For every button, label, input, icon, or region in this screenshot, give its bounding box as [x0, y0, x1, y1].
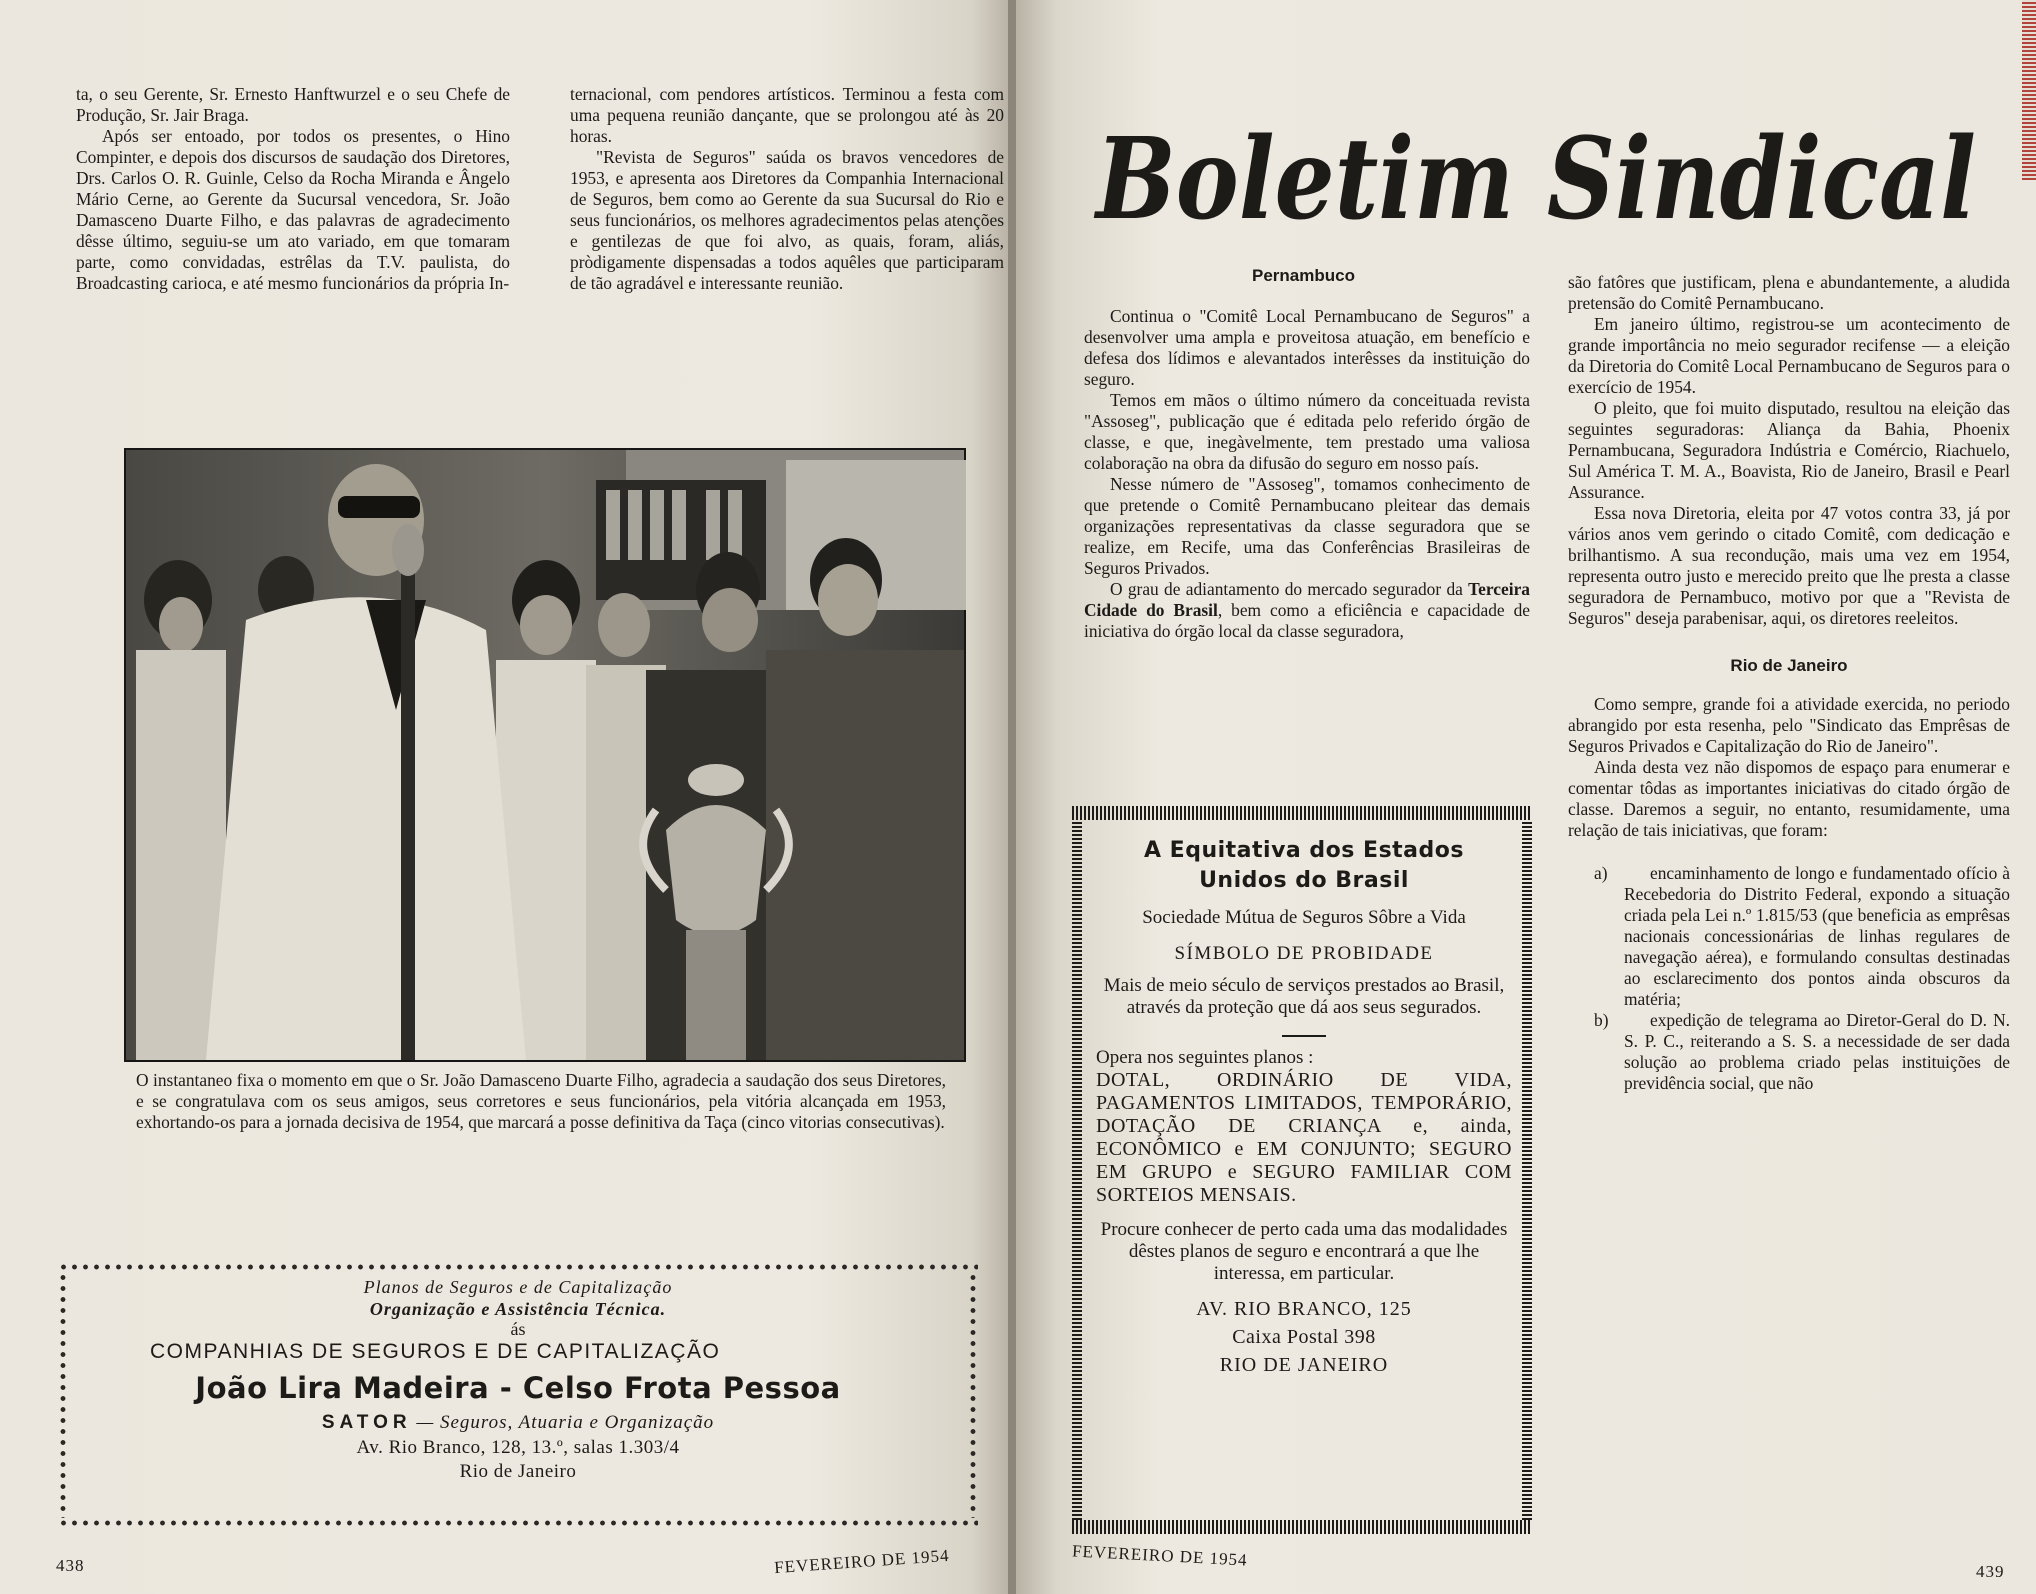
paragraph: ternacional, com pendores artísticos. Terminou a festa com uma pequena reunião dançante, que se prolongou até às 20 horas. [570, 84, 1004, 146]
ad-procure: Procure conhecer de perto cada uma das modalidades dêstes planos de seguro e encontrará a que lhe interessa, em particular. [1100, 1219, 1508, 1284]
ad-address: AV. RIO BRANCO, 125 [1196, 1298, 1412, 1320]
paragraph: Nesse número de "Assoseg", tomamos conhecimento de que pretende o Comitê Pernambucano pleitear das demais organizações representativas da classe seguradora que se realize, em Recife, uma das Conferências Brasileiras de Seguros Privados. [1084, 474, 1530, 578]
ad-border-bottom [58, 1518, 978, 1528]
ad-as: ás [510, 1319, 526, 1339]
folio-date-right: FEVEREIRO DE 1954 [1071, 1541, 1249, 1570]
ad-opera: Opera nos seguintes planos : [1096, 1047, 1314, 1068]
ad-content [78, 1276, 958, 1484]
ad-border-bottom [1072, 1520, 1532, 1534]
ad-sator-line [78, 1410, 958, 1436]
ad-sator-name: SATOR [321, 1412, 412, 1433]
ad-planos: Planos de Seguros e de Capitalização [363, 1277, 673, 1297]
list-item [1568, 1010, 2010, 1094]
ad-simbolo: SÍMBOLO DE PROBIDADE [1174, 943, 1434, 964]
paragraph [1084, 579, 1530, 642]
ad-border-right [968, 1272, 978, 1518]
photo-caption: O instantaneo fixa o momento em que o Sr. João Damasceno Duarte Filho, agradecia a saudação dos seus Diretores, e se congratulava com os seus amigos, seus corretores e seus funcionários, pela vitória alcançada em 1953, exhortando-os para a jornada decisiva de 1954, que marcará a posse definitiva da Taça (cinco vitorias consecutivas). [136, 1070, 946, 1132]
list-item [1568, 863, 2010, 1010]
page-edge-stack [2022, 0, 2036, 180]
equitativa-advertisement [1072, 806, 1532, 1534]
bold-phrase: Terceira Cidade do Brasil [1084, 579, 1530, 620]
right-column-1 [1084, 306, 1530, 642]
paragraph: são fatôres que justificam, plena e abundantemente, a aludida pretensão do Comitê Pernambucano. [1568, 272, 2010, 313]
ad-border-top [1072, 806, 1532, 820]
ad-organizacao: Organização e Assistência Técnica. [369, 1299, 667, 1319]
list-text: expedição de telegrama ao Diretor-Geral do D. N. S. P. C., reiterando a S. S. a necessidade de ser dada solução ao problema criado pelas instituições de previdência social, que não [1624, 1010, 2010, 1093]
ad-border-left [58, 1272, 68, 1518]
svg-text:Boletim Sindical: Boletim Sindical [1093, 114, 1976, 245]
right-column-2 [1568, 272, 2010, 1094]
ad-caixa: Caixa Postal 398 [1232, 1326, 1376, 1348]
list-label: a) [1594, 863, 1608, 883]
paragraph: Em janeiro último, registrou-se um acontecimento de grande importância no meio segurador recifense — a eleição da Diretoria do Comitê Local Pernambucano de Seguros para o exercício de 1954. [1568, 314, 2010, 397]
list-text: encaminhamento de longo e fundamentado ofício à Recebedoria do Distrito Federal, expondo a situação criada pela Lei n.º 1.815/53 (que beneficia as emprêsas nacionais concessionárias de linhas regulares de navegação aérea), e formulando consultas destinadas ao esclarecimento dos pontos ainda obscuros da matéria; [1624, 863, 2010, 1009]
ad-border-right [1522, 820, 1532, 1520]
ad-border-top [58, 1262, 978, 1272]
left-column-1 [76, 84, 510, 294]
ad-divider [1282, 1035, 1326, 1037]
page-number-right: 439 [1976, 1562, 2005, 1581]
paragraph: Continua o "Comitê Local Pernambucano de Seguros" a desenvolver uma ampla e proveitosa atuação, em benefício e defesa dos lídimos e alevantados interêsses da instituição do seguro. [1084, 306, 1530, 389]
boletim-sindical-title [1090, 110, 1990, 260]
ad-paragraph: Mais de meio século de serviços prestados ao Brasil, através da proteção que dá aos seus segurados. [1103, 975, 1505, 1018]
event-photograph [124, 448, 966, 1062]
list-label: b) [1594, 1010, 1609, 1030]
page-number-left: 438 [56, 1556, 85, 1575]
ad-sator-desc: — Seguros, Atuaria e Organização [416, 1412, 715, 1433]
folio-date-left: FEVEREIRO DE 1954 [773, 1545, 951, 1578]
paragraph: Ainda desta vez não dispomos de espaço para enumerar e comentar tôdas as importantes iniciativas do citado órgão de classe. Daremos a seguir, no entanto, resumidamente, uma relação de tais iniciativas, que foram: [1568, 757, 2010, 840]
paragraph-end: , bem como a eficiência e capacidade de iniciativa do órgão local da classe seguradora, [1084, 600, 1530, 641]
paragraph: Essa nova Diretoria, eleita por 47 votos contra 33, já por vários anos vem gerindo o citado Comitê, com dedicação e brilhantismo. A sua recondução, mais uma vez em 1954, representa outro justo e merecido preito que lhe presta a classe seguradora de Pernambuco, motivo por que a "Revista de Seguros" deseja parabenisar, aqui, os diretores reeleitos. [1568, 503, 2010, 628]
section-heading-pernambuco: Pernambuco [1252, 266, 1355, 285]
paragraph: O pleito, que foi muito disputado, resultou na eleição das seguintes seguradoras: Aliança da Bahia, Phoenix Pernambucana, Seguradora Indústria e Comércio, Riachuelo, Sul América T. M. A., Boavista, Rio de Janeiro, Brasil e Pearl Assurance. [1568, 398, 2010, 502]
ad-companhias: COMPANHIAS DE SEGUROS E DE CAPITALIZAÇÃO [150, 1340, 721, 1363]
ad-border-left [1072, 820, 1082, 1520]
left-column-2 [570, 84, 1004, 294]
ad-city: RIO DE JANEIRO [1219, 1354, 1389, 1376]
ad-names: João Lira Madeira - Celso Frota Pessoa [195, 1371, 841, 1405]
sator-advertisement [58, 1262, 978, 1528]
ad-content [1096, 836, 1512, 1379]
ad-city: Rio de Janeiro [459, 1461, 577, 1482]
paragraph: Após ser entoado, por todos os presentes, o Hino Compinter, e depois dos discursos de saudação dos Diretores, Drs. Carlos O. R. Guinle, Celso da Rocha Miranda e Ângelo Mário Cerne, ao Gerente da Sucursal vencedora, Sr. João Damasceno Duarte Filho, e das palavras de agradecimento dêsse último, seguiu-se um ato variado, em que tomaram parte, como convidadas, estrêlas da T.V. paulista, do Broadcasting carioca, e até mesmo funcionários da própria In- [76, 126, 510, 293]
paragraph: Temos em mãos o último número da conceituada revista "Assoseg", publicação que é editada pelo referido órgão de classe, e que, inegàvelmente, tem prestado uma valiosa colaboração na obra da difusão do seguro em nosso país. [1084, 390, 1530, 473]
ad-address: Av. Rio Branco, 128, 13.º, salas 1.303/4 [356, 1437, 680, 1458]
section-heading-rio: Rio de Janeiro [1730, 656, 1848, 675]
paragraph: Como sempre, grande foi a atividade exercida, no periodo abrangido por esta resenha, pelo "Sindicato das Emprêsas de Seguros Privados e Capitalização do Rio de Janeiro". [1568, 694, 2010, 756]
ad-plans: DOTAL, ORDINÁRIO DE VIDA, PAGAMENTOS LIMITADOS, TEMPORÁRIO, DOTAÇÃO DE CRIANÇA e, ainda, ECONÔMICO e EM CONJUNTO; SEGURO EM GRUPO e SEGURO FAMILIAR COM SORTEIOS MENSAIS. [1096, 1069, 1512, 1206]
paragraph: ta, o seu Gerente, Sr. Ernesto Hanftwurzel e o seu Chefe de Produção, Sr. Jair Braga. [76, 84, 510, 125]
ad-title: A Equitativa dos Estados Unidos do Brasil [1144, 838, 1464, 893]
left-page [0, 0, 1012, 1594]
ad-subtitle: Sociedade Mútua de Seguros Sôbre a Vida [1142, 907, 1466, 928]
paragraph-start: O grau de adiantamento do mercado segurador da [1110, 579, 1463, 599]
paragraph: "Revista de Seguros" saúda os bravos vencedores de 1953, e apresenta aos Diretores da Companhia Internacional de Seguros, bem como ao Gerente da sua Sucursal do Rio e seus funcionários, os melhores agradecimentos pelas atenções e gentilezas de que foi alvo, as quais, foram, aliás, pròdigamente dispensadas a todos aquêles que participaram de tão agradável e interessante reunião. [570, 147, 1004, 293]
